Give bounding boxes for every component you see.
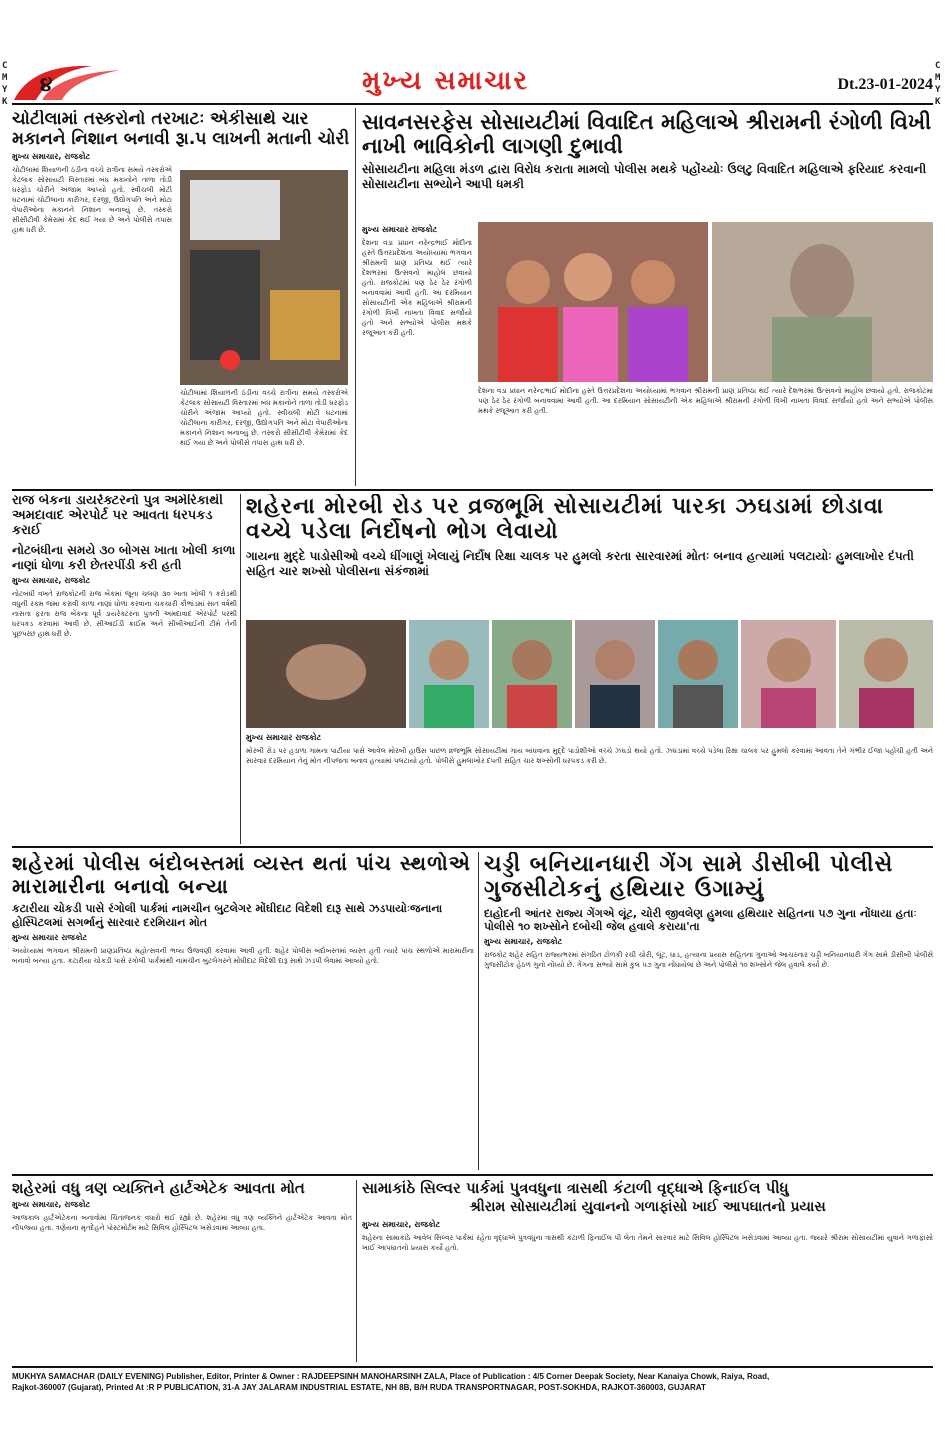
byline: મુખ્ય સમાચાર રાજકોટ (12, 932, 88, 942)
photo-suspect-3 (575, 620, 655, 728)
photo-suspect-4 (658, 620, 738, 728)
story-silver-park (362, 1180, 933, 1362)
photo-injured-woman-1 (741, 620, 836, 728)
story-morbi-road-text (246, 730, 933, 842)
subheadline: કટારીયા ચોકડી પાસે રંગોલી પાર્કમાં નામચીન બુટલેગર મોંઘીદાટ વિદેશી દારૂ સાથે ઝડપાયોઃજનાના હોસ્પિટલમાં સગર્ભાનું સારવાર દરમિયાન મોત (12, 902, 443, 929)
headline: રાજ બેંકના ડાયરેક્ટરનો પુત્ર અમેરિકાથી અમદાવાદ એરપોર્ટ પર આવતા ધરપકડ કરાઈ (12, 494, 223, 538)
article-body: શહેરના સામાકાંઠે આવેલ સિલ્વર પાર્કમાં રહેતા વૃદ્ધાએ પુત્રવધુના ત્રાસથી કંટાળી ફિનાઈલ પી લેતા તેમને સારવાર માટે સિવિલ હોસ્પિટલ ખસેડવામાં આવ્યા હતા. જ્યારે શ્રીરામ સોસાયટીમાં યુવાને ગળાફાંસો ખાઈ આપઘાતનો પ્રયાસ કર્યો હતો. (362, 1233, 933, 1252)
byline: મુખ્ય સમાચાર રાજકોટ (246, 733, 322, 742)
photo-victim-hospital (246, 620, 406, 728)
issue-date: Dt.23-01-2024 (837, 76, 933, 93)
byline: મુખ્ય સમાચાર રાજકોટ (362, 225, 438, 234)
article-body: દેશના વડા પ્રધાન નરેન્દ્રભાઈ મોદીના હસ્તે ઉત્તરપ્રદેશના અયોધ્યામાં ભગવાન શ્રીરામની પ્રાણ પ્રતિષ્ઠા થઈ ત્યારે દેશભરમાં ઉત્સવનો માહોલ છવાયો હતો. રાજકોટમાં પણ ઠેર ઠેર રંગોળી બનાવવામાં આવી હતી. આ દરમિયાન સોસાયટીની એક મહિલાએ શ્રીરામની રંગોળી વિખી નાખતા વિવાદ સર્જાયો હતો અને સભ્યોએ પોલીસ મથકે રજૂઆત કરી હતી. (478, 387, 933, 415)
photo-suspect-2 (492, 620, 572, 728)
photo-injured-woman-2 (839, 620, 933, 728)
article-body: રાજકોટ શહેર સહિત રાજ્યભરમાં સંગઠિત ટોળકી રચી ચોરી, લૂંટ, ધાડ, હત્યાના પ્રયાસ સહિતના ગુનાઓ આચરનાર ચડ્ડી બનિયાનધારી ગેંગ સામે ડીસીબી પોલીસે ગુજસીટોક હેઠળ ગુનો નોંધ્યો છે. ગેંગના સભ્યો સામે કુલ ૫૭ ગુના નોંધાયેલા છે અને પોલીસે ૧૦ શખ્સોને જેલ હવાલે કર્યા છે. (484, 951, 933, 970)
cmyk-mark: Y (2, 85, 8, 95)
byline: મુખ્ય સમાચાર, રાજકોટ (12, 152, 91, 162)
headline: શહેરના મોરબી રોડ પર વ્રજભૂમિ સોસાયટીમાં પારકા ઝઘડામાં છોડાવા વચ્ચે પડેલા નિર્દોષનો ભોગ લેવાયો (246, 494, 884, 545)
headline: સામાકાંઠે સિલ્વર પાર્કમાં પુત્રવધુના ત્રાસથી કંટાળી વૃદ્ધાએ ફિનાઈલ પીધુ (362, 1180, 789, 1197)
photo-suspect-1 (409, 620, 489, 728)
column-divider (355, 108, 356, 486)
column-divider (478, 852, 479, 1170)
headline: સાવનસરફેસ સોસાયટીમાં વિવાદિત મહિલાએ શ્રીરામની રંગોળી વિખી નાખી ભાવિકોની લાગણી દુભાવી (362, 110, 932, 159)
photo-blurred-woman (712, 222, 933, 382)
story-police-bandobast (12, 852, 474, 1170)
imprint-line-1: MUKHYA SAMACHAR (DAILY EVENING) Publisher, Editor, Printer & Owner : RAJDEEPSINH MANOHARSINH ZALA, Place of Publication : 4/5 Corner Deepak Society, Near Kanaiya Chowk, Raiya, Road, (12, 1372, 770, 1381)
subheadline: શ્રીરામ સોસાયટીમાં યુવાનનો ગળાફાંસો ખાઈ આપઘાતનો પ્રયાસ (469, 1199, 826, 1216)
subheadline: ગાયના મુદ્દે પાડોસીઓ વચ્ચે ધીંગાણું ખેલાયું નિર્દોષ રિક્ષા ચાલક પર હુમલો કરતા સારવારમાં મોતઃ બનાવ હત્યામાં પલટાયોઃ હુમલાખોર દંપતી સહિત ચાર શખ્સો પોલીસના સંકંજામાં (246, 548, 914, 578)
masthead-rule (12, 103, 933, 105)
cmyk-marks-left (2, 60, 10, 108)
section-rule (12, 489, 933, 491)
byline: મુખ્ય સમાચાર, રાજકોટ (362, 1219, 441, 1229)
cmyk-mark: M (2, 73, 8, 83)
cmyk-mark: C (2, 61, 8, 71)
cmyk-mark: M (935, 73, 941, 83)
page-number: ૪ (40, 72, 53, 96)
masthead (12, 62, 933, 102)
logo-swoosh-icon (12, 62, 122, 102)
column-divider (240, 494, 241, 844)
section-title: મુખ્ય સમાચાર (362, 66, 529, 96)
subheadline: દાહોદની આંતર રાજ્ય ગેંગએ લૂંટ, ચોરી જીવલેણ હુમલા હથિયાર સહિતના ૫૭ ગુના નોંધાયા હતાઃ પોલીસે ૧૦ શખ્સોને દબોચી જેલ હવાલે કરાયા'તા (484, 906, 917, 934)
byline: મુખ્ય સમાચાર, રાજકોટ (484, 937, 563, 947)
cmyk-mark: Y (935, 85, 941, 95)
byline: મુખ્ય સમાચાર, રાજકોટ (12, 575, 91, 585)
byline: મુખ્ય સમાચાર, રાજકોટ (12, 1200, 91, 1210)
cmyk-mark: C (935, 61, 941, 71)
section-rule (12, 846, 933, 848)
headline: શહેરમાં પોલીસ બંદોબસ્તમાં વ્યસ્ત થતાં પાંચ સ્થળોએ મારામારીના બનાવો બન્યા (12, 852, 471, 898)
story-rangoli-continued (478, 386, 933, 486)
cmyk-marks-right (935, 60, 943, 108)
story-rangoli-controversy (362, 110, 933, 222)
article-body: અયોધ્યામાં ભગવાન શ્રીરામની પ્રાણપ્રતિષ્ઠા મહોત્સવની ભવ્ય ઉજવણી કરવામાં આવી હતી. શહેર પોલીસ બંદોબસ્તમાં વ્યસ્ત હતી ત્યારે પાંચ સ્થળોએ મારામારીના બનાવો બન્યા હતા. કટારીયા ચોકડી પાસે રંગોલી પાર્કમાંથી નામચીન બુટલેગરને મોંઘીદાટ વિદેશી દારૂ સાથે ઝડપી લેવામાં આવ્યો હતો. (12, 946, 474, 965)
subheadline: નોટબંધીના સમયે ૩૦ બોગસ ખાતા ખોલી કાળા નાણાં ધોળા કરી છેતરપીંડી કરી હતી (12, 542, 236, 572)
article-body: દેશના વડા પ્રધાન નરેન્દ્રભાઈ મોદીના હસ્તે ઉત્તરપ્રદેશના અયોધ્યામાં ભગવાન શ્રીરામની પ્રાણ પ્રતિષ્ઠા થઈ ત્યારે દેશભરમાં ઉત્સવનો માહોલ છવાયો હતો. રાજકોટમાં પણ ઠેર ઠેર રંગોળી બનાવવામાં આવી હતી. આ દરમિયાન સોસાયટીની એક મહિલાએ શ્રીરામની રંગોળી વિખી નાખતા વિવાદ સર્જાયો હતો અને સભ્યોએ પોલીસ મથકે રજૂઆત કરી હતી. (362, 239, 472, 337)
story-morbi-road (246, 494, 933, 618)
imprint-line-2: Rajkot-360007 (Gujarat), Printed At :R P PUBLICATION, 31-A JAY JALARAM INDUSTRIAL ESTATE, NH 8B, B/H RUDA TRANSPORTNAGAR, POST-SOKHDA, RAJKOT-360003, GUJARAT (12, 1383, 706, 1392)
subheadline: સોસાયટીના મહિલા મંડળ દ્વારા વિરોધ કરાતા મામલો પોલીસ મથકે પહોંચ્યોઃ ઉલટુ વિવાદિત મહિલાએ ફરિયાદ કરવાની સોસાયટીના સભ્યોને આપી ધમકી (362, 162, 927, 192)
headline: શહેરમાં વધુ ત્રણ વ્યક્તિને હાર્ટએટેક આવતા મોત (12, 1180, 305, 1197)
cmyk-mark: K (2, 97, 8, 107)
headline: ચડ્ડી બનિયાનધારી ગેંગ સામે ડીસીબી પોલીસે ગુજસીટોકનું હથિયાર ઉગામ્યું (484, 852, 894, 903)
cmyk-mark: K (935, 97, 941, 107)
imprint-footer (12, 1366, 933, 1393)
story-heart-attack (12, 1180, 352, 1362)
story-chotila-theft-continued (180, 388, 348, 488)
photo-women-protest (478, 222, 708, 382)
article-body: મોરબી રોડ પર હડાળા ગામના પાટીયા પાસે આવેલ મોરબી હાઉસ પાછળ વ્રજભૂમિ સોસાયટીમાં ગાય બાંધવાના મુદ્દે પાડોશીઓ વચ્ચે ઝઘડો થયો હતો. ઝઘડામાં વચ્ચે પડેલા રિક્ષા ચાલક પર હુમલો કરવામાં આવતા તેને ગંભીર ઈજા પહોંચી હતી અને સારવાર દરમિયાન તેનું મોત નીપજતા બનાવ હત્યામાં પલટાયો હતો. પોલીસે હુમલાખોર દંપતી સહિત ચાર શખ્સોની ધરપકડ કરી છે. (246, 747, 933, 765)
article-body: ચોટીલામાં શિયાળની ઠંડીના વચ્ચે રાત્રીના સમયે તસ્કરોએ કેટલાક સોસાયટી વિસ્તારમાં બંધ મકાનોને તાળા તોડી ઘરફોડ ચોરીને અંજામ આપ્યો હતો. સ્વીચલી મોટી ઘટનામાં ચોટીલાના કારીગર, દરજી, ઉદ્યોગપતિ અને મોટા વેપારીઓના મકાનને નિશાન બનાવ્યું છે. તસ્કરો સીસીટીવી કેમેરામાં કેદ થઈ ગયા છે અને પોલીસે તપાસ હાથ ધરી છે. (12, 166, 172, 235)
story-chaddi-gang (484, 852, 933, 1170)
photo-ransacked-room (180, 170, 348, 385)
article-body: નોટબંધી વખતે રાજકોટની રાજ બેંકમાં જૂના ચલણ ૩૦ ખાતા ખોલી ૧ કરોડથી વધુની રકમ જમા કરાવી કાળા નાણાં ધોળા કરવાના ચકચારી કૌભાંડમાં સાત વર્ષથી નાસતા ફરતા રાજ બેંકના પૂર્વ ડાયરેક્ટરના પુત્રની અમદાવાદ એરપોર્ટ પરથી ધરપકડ કરવામાં આવી છે. સીઆઈડી ક્રાઈમ અને સીબીઆઈની ટીમે તેની પૂછપરછ હાથ ધરી છે. (12, 589, 237, 638)
section-rule (12, 1174, 933, 1176)
story-raj-bank (12, 494, 237, 844)
headline: ચોટીલામાં તસ્કરોનો તરખાટઃ એકીસાથે ચાર મકાનને નિશાન બનાવી રૂા.૫ લાખની મતાની ચોરી (12, 110, 350, 149)
story-rangoli-text (362, 222, 472, 486)
article-body: આજકાલ હાર્ટએટેકના બનાવોમાં ચિંતાજનક વધારો થઈ રહ્યો છે. શહેરમાં વધુ ત્રણ વ્યક્તિને હાર્ટએટેક આવતા મોત નીપજ્યા હતા. ત્રણેયના મૃતદેહને પોસ્ટમોર્ટમ માટે સિવિલ હોસ્પિટલ ખસેડવામાં આવ્યા હતા. (12, 1214, 352, 1233)
article-body: ચોટીલામાં શિયાળની ઠંડીના વચ્ચે રાત્રીના સમયે તસ્કરોએ કેટલાક સોસાયટી વિસ્તારમાં બંધ મકાનોને તાળા તોડી ઘરફોડ ચોરીને અંજામ આપ્યો હતો. સ્વીચલી મોટી ઘટનામાં ચોટીલાના કારીગર, દરજી, ઉદ્યોગપતિ અને મોટા વેપારીઓના મકાનને નિશાન બનાવ્યું છે. તસ્કરો સીસીટીવી કેમેરામાં કેદ થઈ ગયા છે અને પોલીસે તપાસ હાથ ધરી છે. (180, 389, 348, 447)
column-divider (356, 1180, 357, 1362)
